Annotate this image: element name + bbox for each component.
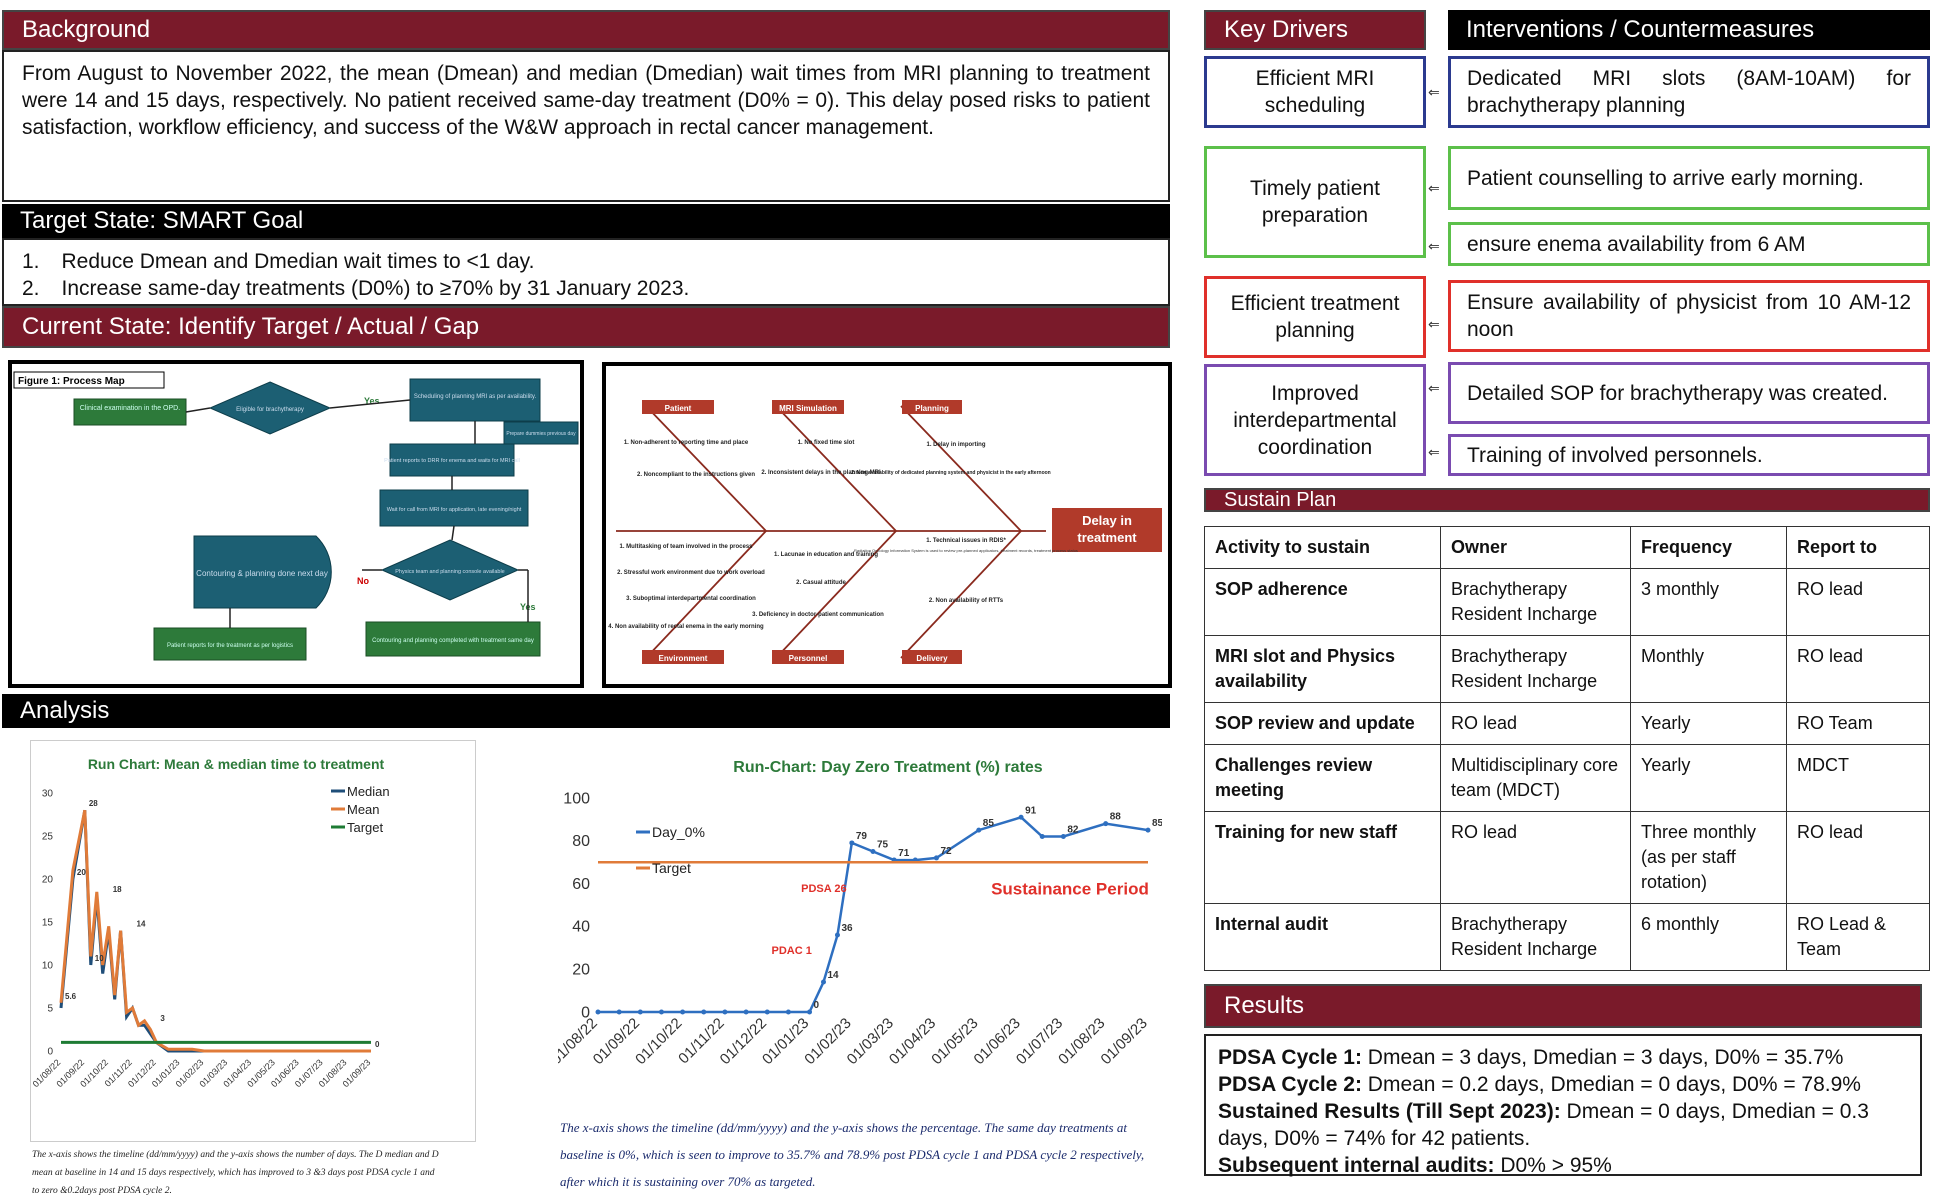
x-tick-label: 01/06/23 xyxy=(970,1014,1024,1069)
x-tick-label: 01/01/23 xyxy=(759,1014,813,1069)
table-row xyxy=(1205,569,1930,636)
fishbone-category: Planning xyxy=(915,404,949,413)
fishbone-cause: 2. Inconsistent delays in the planning MRI xyxy=(761,470,881,476)
sustain-table xyxy=(1204,526,1930,971)
table-header-row xyxy=(1205,527,1930,569)
arrow-icon: ⇐ xyxy=(1428,380,1440,396)
table-cell: RO Team xyxy=(1787,703,1930,745)
interventions-header xyxy=(1448,10,1930,50)
sustain-title: Sustain Plan xyxy=(1224,488,1337,511)
y-tick-label: 25 xyxy=(41,831,53,843)
clinical-node: Clinical examination in the OPD. xyxy=(79,405,181,412)
goal-text: Reduce Dmean and Dmedian wait times to <1 day. xyxy=(61,250,535,273)
table-cell: Internal audit xyxy=(1205,904,1441,971)
current-state-header xyxy=(2,306,1170,348)
fishbone-cause: 2. Noncompliant to the instructions given xyxy=(636,472,756,478)
fishbone-cause: 3. Suboptimal interdepartmental coordination xyxy=(626,596,756,602)
completed-node: Contouring and planning completed with treatment same day xyxy=(372,638,534,644)
fishbone-category: Patient xyxy=(664,404,692,413)
smart-goal-item xyxy=(22,275,1150,302)
chart-title: Run-Chart: Day Zero Treatment (%) rates xyxy=(733,759,1043,776)
sustain-table-wrap xyxy=(1204,526,1930,971)
no-label: No xyxy=(357,576,369,586)
fishbone-effect-2: treatment xyxy=(1077,530,1137,545)
data-label: 18 xyxy=(112,885,122,895)
data-point xyxy=(976,828,981,833)
data-label: 14 xyxy=(827,970,839,982)
data-label: 10 xyxy=(94,954,104,963)
fishbone-cause: 2. Casual attitude xyxy=(796,580,846,586)
series-line-day-0- xyxy=(598,817,1148,1012)
table-cell: RO lead xyxy=(1441,703,1631,745)
table-cell: Brachytherapy Resident Incharge xyxy=(1441,636,1631,703)
mean-median-chart-svg xyxy=(31,741,475,1141)
result-line xyxy=(1218,1044,1908,1071)
sustain-header xyxy=(1204,488,1930,512)
fishbone-cause: 3. Deficiency in doctor-patient communication xyxy=(752,612,884,618)
chart-annotation: Sustainance Period xyxy=(991,879,1149,899)
logistics-node: Patient reports for the treatment as per logistics xyxy=(166,643,294,649)
x-tick-label: 01/10/22 xyxy=(632,1014,686,1069)
table-header: Frequency xyxy=(1631,527,1787,569)
current-state-title: Current State: Identify Target / Actual / Gap xyxy=(22,313,480,340)
intervention-counselling: Patient counselling to arrive early morning. xyxy=(1448,146,1930,210)
table-cell: Multidisciplinary core team (MDCT) xyxy=(1441,745,1631,812)
series-line-mean xyxy=(61,810,371,1051)
result-label: PDSA Cycle 1: xyxy=(1218,1046,1362,1069)
x-tick-label: 01/09/23 xyxy=(1097,1014,1151,1069)
table-cell: SOP review and update xyxy=(1205,703,1441,745)
table-cell: 6 monthly xyxy=(1631,904,1787,971)
fishbone-cause: 1. Non-adherent to reporting time and place xyxy=(623,440,749,446)
process-map-label: Figure 1: Process Map xyxy=(18,376,125,387)
table-header: Report to xyxy=(1787,527,1930,569)
data-point xyxy=(1146,828,1151,833)
data-label: 85 xyxy=(982,818,994,830)
data-label: 88 xyxy=(1109,811,1121,823)
y-tick-label: 60 xyxy=(572,875,590,893)
data-point xyxy=(1040,834,1045,839)
x-tick-label: 01/08/23 xyxy=(1055,1014,1109,1069)
table-cell: RO lead xyxy=(1787,812,1930,904)
table-row xyxy=(1205,703,1930,745)
target-title: Target State: SMART Goal xyxy=(20,207,304,234)
arrow-icon: ⇐ xyxy=(1428,238,1440,254)
fishbone-category: Delivery xyxy=(916,654,948,663)
intervention-training: Training of involved personnels. xyxy=(1448,434,1930,476)
x-tick-label: 01/11/22 xyxy=(102,1057,134,1089)
arrow-icon: ⇐ xyxy=(1428,316,1440,332)
table-cell: Yearly xyxy=(1631,703,1787,745)
data-point xyxy=(786,1010,791,1015)
table-cell: RO lead xyxy=(1441,812,1631,904)
data-label: 28 xyxy=(88,799,98,809)
background-header xyxy=(2,10,1170,50)
results-box xyxy=(1204,1034,1922,1176)
key-drivers-header xyxy=(1204,10,1426,50)
prepare-node: Prepare dummies previous day xyxy=(506,431,576,437)
fishbone-svg xyxy=(606,366,1168,684)
driver-patient-preparation: Timely patient preparation xyxy=(1204,146,1426,258)
data-point xyxy=(849,840,854,845)
y-tick-label: 80 xyxy=(572,833,590,851)
mean-median-chart xyxy=(30,740,476,1142)
result-value: D0% > 95% xyxy=(1494,1154,1612,1177)
y-tick-label: 5 xyxy=(47,1003,53,1015)
data-label: 82 xyxy=(1067,824,1079,836)
right-chart-caption: The x-axis shows the timeline (dd/mm/yyyy) and the y-axis shows the percentage. The same day treatments at baseline is 0%, which is seen to improve to 35.7% and 78.9% post PDSA cycle 1 and PDSA cycle 2 respectively, after which it is sustaining over 70% as targeted. xyxy=(560,1120,1145,1189)
x-tick-label: 01/12/22 xyxy=(716,1014,771,1069)
arrow-icon: ⇐ xyxy=(1428,180,1440,196)
table-cell: Brachytherapy Resident Incharge xyxy=(1441,569,1631,636)
data-point xyxy=(744,1010,749,1015)
table-cell: Challenges review meeting xyxy=(1205,745,1441,812)
x-tick-label: 01/03/23 xyxy=(197,1057,230,1090)
x-tick-label: 01/04/23 xyxy=(885,1014,940,1069)
data-point xyxy=(680,1010,685,1015)
fishbone-effect: Delay in xyxy=(1082,513,1132,528)
data-point xyxy=(1103,821,1108,826)
fishbone-category: MRI Simulation xyxy=(779,404,837,413)
data-point xyxy=(1061,834,1066,839)
fishbone-category: Environment xyxy=(658,654,708,663)
key-drivers-title: Key Drivers xyxy=(1224,16,1349,43)
wait-call-node: Wait for call from MRI for application, late evening/night xyxy=(386,507,522,513)
result-label: Sustained Results (Till Sept 2023): xyxy=(1218,1100,1561,1123)
intervention-enema: ensure enema availability from 6 AM xyxy=(1448,222,1930,266)
driver-coordination: Improved interdepartmental coordination xyxy=(1204,364,1426,476)
analysis-header xyxy=(2,694,1170,728)
x-tick-label: 01/05/23 xyxy=(928,1014,982,1069)
y-tick-label: 40 xyxy=(572,918,590,936)
table-cell: RO lead xyxy=(1787,569,1930,636)
result-value: Dmean = 0 days, Dmedian = 0.3 days, D0% = 74% for 42 patients. xyxy=(1218,1100,1869,1150)
x-tick-label: 01/09/22 xyxy=(589,1014,644,1069)
x-tick-label: 01/05/23 xyxy=(245,1057,278,1090)
table-header: Activity to sustain xyxy=(1205,527,1441,569)
x-tick-label: 01/08/23 xyxy=(316,1057,349,1090)
results-header xyxy=(1204,984,1922,1028)
results-title: Results xyxy=(1224,992,1305,1019)
result-line xyxy=(1218,1071,1908,1098)
background-title: Background xyxy=(22,16,151,43)
table-row xyxy=(1205,904,1930,971)
x-tick-label: 01/08/22 xyxy=(558,1014,601,1069)
fishbone-cause: 1. Lacunae in education and training xyxy=(773,552,879,558)
scheduling-node: Scheduling of planning MRI as per availability. xyxy=(413,394,537,400)
chart-annotation: PDSA 26 xyxy=(801,883,847,896)
x-tick-label: 01/02/23 xyxy=(173,1057,206,1090)
fishbone-footnote: Radiation Oncology Information System is used to review pre-planned applicators, treatment records, treatment process status xyxy=(854,548,1078,553)
table-cell: 3 monthly xyxy=(1631,569,1787,636)
fishbone-cause: 4. Non availability of rectal enema in the early morning xyxy=(608,624,764,630)
table-cell: RO Lead & Team xyxy=(1787,904,1930,971)
data-label: 91 xyxy=(1025,805,1037,817)
data-label: 0 xyxy=(813,1000,820,1011)
x-tick-label: 01/07/23 xyxy=(292,1057,325,1090)
legend-label: Target xyxy=(347,820,384,835)
x-tick-label: 01/11/22 xyxy=(675,1014,728,1068)
table-header: Owner xyxy=(1441,527,1631,569)
y-tick-label: 100 xyxy=(563,790,590,808)
analysis-title: Analysis xyxy=(20,697,110,724)
physics-node: Physics team and planning console available xyxy=(395,569,505,575)
table-cell: MDCT xyxy=(1787,745,1930,812)
background-text: From August to November 2022, the mean (Dmean) and median (Dmedian) wait times from MRI planning to treatment were 14 and 15 days, respectively. No patient received same-day treatment (D0% = 0). This delay posed risks to patient satisfaction, workflow efficiency, and success of the W&W approach in rectal cancer management. xyxy=(2,50,1170,202)
data-point xyxy=(659,1010,664,1015)
fishbone-cause: 1. No fixed time slot xyxy=(797,440,855,446)
y-tick-label: 0 xyxy=(47,1046,53,1058)
x-tick-label: 01/03/23 xyxy=(843,1014,897,1069)
arrow-icon: ⇐ xyxy=(1428,444,1440,460)
data-point xyxy=(821,980,826,985)
y-tick-label: 20 xyxy=(572,961,590,979)
result-value: Dmean = 0.2 days, Dmedian = 0 days, D0% = 78.9% xyxy=(1361,1073,1861,1096)
contouring-node: Contouring & planning done next day xyxy=(196,569,328,578)
eligible-node: Eligible for brachytherapy xyxy=(236,407,304,413)
data-point xyxy=(722,1010,727,1015)
data-label: 85 xyxy=(1152,818,1162,830)
data-point xyxy=(638,1010,643,1015)
table-cell: MRI slot and Physics availability xyxy=(1205,636,1441,703)
result-label: PDSA Cycle 2: xyxy=(1218,1073,1362,1096)
x-tick-label: 01/07/23 xyxy=(1012,1014,1067,1069)
table-cell: SOP adherence xyxy=(1205,569,1441,636)
data-label: 71 xyxy=(898,848,910,860)
chart-annotation: PDAC 1 xyxy=(771,945,812,958)
data-point xyxy=(617,1010,622,1015)
y-tick-label: 15 xyxy=(41,917,53,929)
table-cell: Training for new staff xyxy=(1205,812,1441,904)
day-zero-chart xyxy=(558,740,1162,1114)
fishbone-cause: 2. Non availability of dedicated planning system and physicist in the early afternoon xyxy=(851,470,1051,476)
data-point xyxy=(765,1010,770,1015)
process-map-svg xyxy=(12,364,580,684)
target-header xyxy=(2,204,1170,238)
interventions-title: Interventions / Countermeasures xyxy=(1466,16,1815,43)
goal-number: 2. xyxy=(22,277,40,300)
data-point xyxy=(596,1010,601,1015)
y-tick-label: 0 xyxy=(581,1004,590,1022)
result-line xyxy=(1218,1098,1908,1152)
data-label: 3 xyxy=(160,1014,165,1024)
legend-label: Mean xyxy=(347,802,380,817)
x-tick-label: 01/04/23 xyxy=(221,1057,254,1090)
legend-label: Target xyxy=(652,860,691,876)
driver-mri-scheduling: Efficient MRI scheduling xyxy=(1204,56,1426,128)
chart-title: Run Chart: Mean & median time to treatment xyxy=(87,756,385,772)
table-cell: Brachytherapy Resident Incharge xyxy=(1441,904,1631,971)
x-tick-label: 01/12/22 xyxy=(125,1057,158,1090)
table-cell: Three monthly (as per staff rotation) xyxy=(1631,812,1787,904)
fishbone-diagram xyxy=(602,362,1172,688)
x-tick-label: 01/08/22 xyxy=(31,1057,63,1090)
data-label: 75 xyxy=(877,839,889,851)
legend-label: Median xyxy=(347,784,390,799)
goal-number: 1. xyxy=(22,250,40,273)
data-point xyxy=(871,849,876,854)
data-label: 79 xyxy=(855,830,867,842)
process-map xyxy=(8,360,584,688)
legend-label: Day_0% xyxy=(652,824,705,840)
data-point xyxy=(934,855,939,860)
result-label: Subsequent internal audits: xyxy=(1218,1154,1495,1177)
table-row xyxy=(1205,636,1930,703)
result-line xyxy=(1218,1152,1908,1179)
left-chart-caption: The x-axis shows the timeline (dd/mm/yyyy) and the y-axis shows the number of days. The D median and D mean at baseline in 14 and 15 days respectively, which has improved to 3 &3 days post PDSA cycle 1 and to zero &0.2days post PDSA cycle 2. xyxy=(32,1150,439,1196)
data-point xyxy=(701,1010,706,1015)
intervention-physicist: Ensure availability of physicist from 10 AM-12 noon xyxy=(1448,280,1930,352)
smart-goal-list xyxy=(2,238,1170,306)
fishbone-cause: 2. Non availability of RTTs xyxy=(928,598,1004,604)
table-cell: RO lead xyxy=(1787,636,1930,703)
data-label: 5.6 xyxy=(65,991,77,1001)
data-point xyxy=(1019,815,1024,820)
x-tick-label: 01/09/22 xyxy=(54,1057,87,1090)
intervention-sop: Detailed SOP for brachytherapy was created. xyxy=(1448,362,1930,424)
x-tick-label: 01/09/23 xyxy=(340,1057,373,1090)
yes-label-2: Yes xyxy=(520,602,536,612)
y-tick-label: 10 xyxy=(41,960,53,972)
y-tick-label: 30 xyxy=(41,788,53,800)
data-label: 20 xyxy=(76,868,86,877)
fishbone-cause: 1. Delay in importing xyxy=(926,442,986,448)
data-label: 72 xyxy=(940,845,952,857)
data-point xyxy=(835,932,840,937)
reports-node: Patient reports to DRR for enema and waits for MRI call xyxy=(384,458,520,464)
arrow-icon: ⇐ xyxy=(1428,84,1440,100)
intervention-mri-slots: Dedicated MRI slots (8AM-10AM) for brachytherapy planning xyxy=(1448,56,1930,128)
x-tick-label: 01/06/23 xyxy=(269,1057,301,1090)
yes-label: Yes xyxy=(364,396,380,406)
table-row xyxy=(1205,812,1930,904)
day-zero-chart-svg xyxy=(558,740,1162,1114)
x-tick-label: 01/02/23 xyxy=(801,1014,855,1069)
goal-text: Increase same-day treatments (D0%) to ≥70% by 31 January 2023. xyxy=(61,277,690,300)
data-label: 14 xyxy=(136,919,146,929)
fishbone-cause: 1. Technical issues in RDIS* xyxy=(926,538,1006,544)
data-point xyxy=(807,1010,812,1015)
x-tick-label: 01/10/22 xyxy=(78,1057,111,1090)
fishbone-cause: 2. Stressful work environment due to work overload xyxy=(617,570,765,576)
table-cell: Monthly xyxy=(1631,636,1787,703)
x-tick-label: 01/01/23 xyxy=(149,1057,182,1090)
result-value: Dmean = 3 days, Dmedian = 3 days, D0% = 35.7% xyxy=(1361,1046,1844,1069)
driver-treatment-planning: Efficient treatment planning xyxy=(1204,276,1426,358)
table-row xyxy=(1205,745,1930,812)
y-tick-label: 20 xyxy=(41,874,53,886)
smart-goal-item xyxy=(22,248,1150,275)
table-cell: Yearly xyxy=(1631,745,1787,812)
fishbone-category: Personnel xyxy=(788,654,828,663)
data-label: 36 xyxy=(841,922,853,934)
fishbone-cause: 1. Multitasking of team involved in the process xyxy=(619,544,753,550)
data-label: 0 xyxy=(375,1040,380,1049)
